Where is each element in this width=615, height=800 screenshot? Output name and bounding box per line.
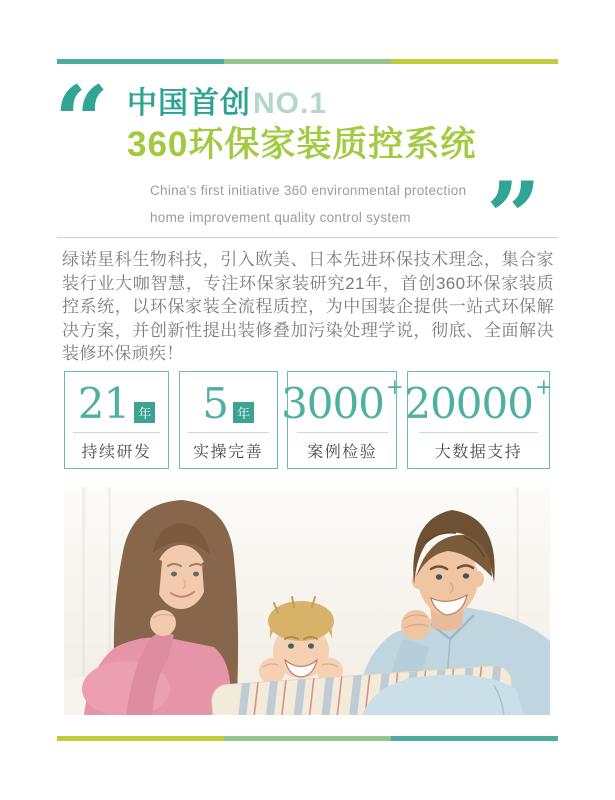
stat-value: 20000 (404, 379, 533, 428)
stat-number-row (65, 379, 168, 426)
stripe-segment-sage (224, 736, 391, 741)
stat-unit-badge: 年 (233, 402, 254, 423)
stat-box-bigdata (404, 371, 553, 469)
stat-divider (419, 432, 537, 433)
stat-box-years-rd (64, 371, 169, 469)
closing-quote-icon: ” (486, 161, 542, 274)
stat-label: 持续研发 (81, 444, 152, 461)
english-subtitle (150, 177, 466, 231)
headline-line1 (127, 86, 476, 122)
headline-cn-text: 中国首创 (127, 87, 251, 120)
stat-box-cases (281, 371, 404, 469)
stripe-segment-lime (57, 736, 224, 741)
headline (127, 86, 476, 165)
headline-no1-text: NO.1 (253, 87, 328, 120)
stripe-segment-sage (224, 59, 391, 64)
stat-number-row (281, 375, 404, 428)
family-photo (64, 487, 550, 715)
stripe-segment-teal (391, 736, 558, 741)
stat-number-row (180, 379, 277, 426)
section-divider (57, 237, 558, 238)
stat-label: 实操完善 (193, 444, 264, 461)
opening-quote-icon: “ (54, 65, 110, 178)
stat-plus-suffix: + (534, 375, 553, 399)
stat-divider (73, 432, 160, 433)
english-subtitle-line1: China's first initiative 360 environmental protection (150, 183, 467, 198)
stat-unit-badge: 年 (134, 402, 155, 423)
stat-value: 21 (77, 379, 130, 428)
headline-main-title: 360环保家装质控系统 (127, 125, 477, 164)
stripe-segment-teal (57, 59, 224, 64)
english-subtitle-line2: home improvement quality control system (150, 210, 411, 225)
family-photo-illustration (64, 487, 550, 715)
bottom-decor-stripe (57, 736, 558, 741)
stat-value: 5 (202, 379, 229, 428)
stat-divider (297, 432, 388, 433)
stat-label: 案例检验 (307, 444, 378, 461)
stat-plus-suffix: + (385, 375, 404, 399)
top-decor-stripe (57, 59, 558, 64)
stat-number-row (404, 375, 553, 428)
stat-box-years-practice (179, 371, 278, 469)
intro-paragraph: 绿诺星科生物科技，引入欧美、日本先进环保技术理念，集合家装行业大咖智慧，专注环保家装研究21年，首创360环保家装质控系统，以环保家装全流程质控，为中国装企提供一站式环保解决方案，并创新性提出装修叠加污染处理学说，彻底、全面解决装修环保顽疾！ (62, 250, 554, 363)
stat-label: 大数据支持 (434, 444, 523, 461)
stats-row (64, 371, 553, 469)
stripe-segment-lime (391, 59, 558, 64)
stat-value: 3000 (281, 379, 384, 428)
stat-divider (187, 432, 268, 433)
